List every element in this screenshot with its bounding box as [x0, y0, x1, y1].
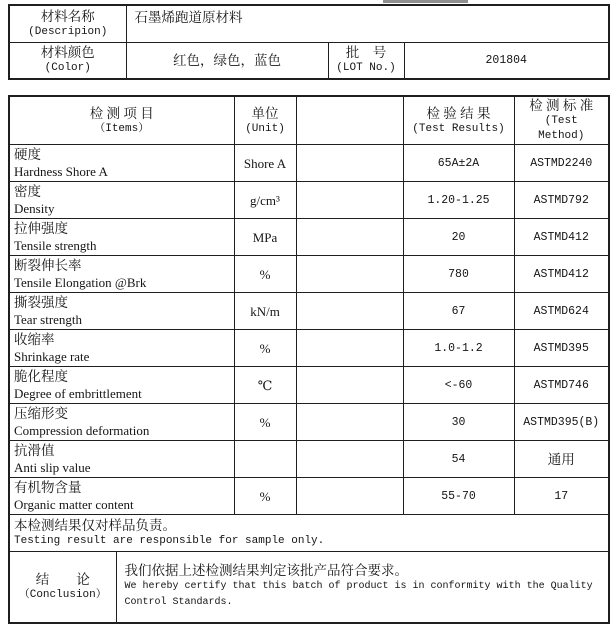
scan-smudge-artifact	[383, 0, 468, 3]
method-header-zh: 检 测 标 准	[529, 98, 594, 113]
item-en: Anti slip value	[14, 460, 91, 475]
lot-value-cell	[404, 42, 609, 79]
item-en: Organic matter content	[14, 497, 134, 512]
disclaimer-row	[9, 515, 609, 552]
conclusion-row	[9, 552, 609, 623]
result-cell: 65A±2A	[403, 145, 514, 182]
spare-cell	[296, 330, 403, 367]
result-cell: 30	[403, 404, 514, 441]
material-name-value: 石墨烯跑道原材料	[134, 10, 243, 25]
spare-cell	[296, 441, 403, 478]
unit-cell: %	[234, 478, 296, 515]
items-header-en: （Items）	[94, 122, 150, 135]
items-header-cell	[9, 96, 234, 145]
item-cell	[9, 367, 234, 404]
test-row-density	[9, 182, 609, 219]
method-cell: ASTMD395	[514, 330, 609, 367]
spare-cell	[296, 293, 403, 330]
result-cell: 1.20-1.25	[403, 182, 514, 219]
method-cell: 通用	[514, 441, 609, 478]
spare-cell	[296, 404, 403, 441]
unit-header-zh: 单位	[251, 105, 279, 121]
item-cell	[9, 145, 234, 182]
item-zh: 撕裂强度	[14, 295, 68, 310]
method-cell: ASTMD412	[514, 219, 609, 256]
conclusion-label-zh: 结 论	[35, 571, 90, 587]
unit-cell: Shore A	[234, 145, 296, 182]
spare-cell	[296, 478, 403, 515]
spare-cell	[296, 145, 403, 182]
item-zh: 拉伸强度	[14, 221, 68, 236]
table-header-row	[9, 96, 609, 145]
unit-cell: ℃	[234, 367, 296, 404]
lot-label-cell	[328, 42, 404, 79]
lot-label-zh: 批 号	[345, 45, 387, 61]
result-cell: 1.0-1.2	[403, 330, 514, 367]
items-header-zh: 检 测 项 目	[89, 105, 154, 121]
spare-header-cell	[296, 96, 403, 145]
unit-cell: g/cm³	[234, 182, 296, 219]
method-cell: ASTMD2240	[514, 145, 609, 182]
unit-cell	[234, 441, 296, 478]
material-color-value-cell	[126, 42, 328, 79]
material-color-label-en: (Color)	[44, 62, 91, 75]
item-zh: 断裂伸长率	[14, 258, 82, 273]
lot-value: 201804	[485, 53, 527, 67]
item-cell	[9, 404, 234, 441]
lot-label-en: (LOT No.)	[336, 62, 396, 75]
result-cell: 55-70	[403, 478, 514, 515]
material-name-label-zh: 材料名称	[40, 8, 95, 24]
item-en: Tear strength	[14, 312, 83, 327]
spare-cell	[296, 219, 403, 256]
material-name-label-en: (Descripion)	[28, 25, 108, 38]
item-zh: 压缩形变	[14, 406, 68, 421]
test-row-anti-slip	[9, 441, 609, 478]
material-name-label-cell	[9, 5, 126, 42]
test-row-hardness	[9, 145, 609, 182]
conclusion-text-en: We hereby certify that this batch of product is in conformity with the Quality Control Standards.	[124, 581, 593, 609]
unit-header-en: (Unit)	[245, 122, 285, 135]
item-en: Shrinkage rate	[14, 349, 90, 364]
item-en: Compression deformation	[14, 423, 150, 438]
results-header-en: (Test Results)	[412, 122, 505, 135]
results-header-zh: 检 验 结 果	[426, 105, 491, 121]
result-cell: 54	[403, 441, 514, 478]
result-cell: 67	[403, 293, 514, 330]
item-en: Hardness Shore A	[14, 164, 108, 179]
result-cell: 20	[403, 219, 514, 256]
disclaimer-en: Testing result are responsible for sample only.	[14, 535, 325, 547]
item-zh: 收缩率	[14, 332, 55, 347]
test-row-tear-strength	[9, 293, 609, 330]
test-row-compression	[9, 404, 609, 441]
method-cell: ASTMD792	[514, 182, 609, 219]
material-name-value-cell	[126, 5, 609, 42]
unit-cell: %	[234, 256, 296, 293]
unit-cell: MPa	[234, 219, 296, 256]
item-en: Tensile strength	[14, 238, 97, 253]
item-zh: 密度	[14, 184, 41, 199]
conclusion-text-cell	[116, 552, 609, 623]
method-cell: ASTMD746	[514, 367, 609, 404]
method-cell: ASTMD624	[514, 293, 609, 330]
conclusion-label-en: （Conclusion）	[18, 588, 107, 601]
material-name-row	[9, 5, 609, 42]
results-header-cell	[403, 96, 514, 145]
unit-cell: %	[234, 404, 296, 441]
test-row-embrittlement	[9, 367, 609, 404]
test-row-elongation	[9, 256, 609, 293]
test-row-tensile-strength	[9, 219, 609, 256]
method-header-en: (Test Method)	[538, 115, 585, 142]
method-header-cell	[514, 96, 609, 145]
item-en: Density	[14, 201, 55, 216]
spare-cell	[296, 367, 403, 404]
test-row-shrinkage	[9, 330, 609, 367]
item-zh: 抗滑值	[14, 443, 55, 458]
result-cell: 780	[403, 256, 514, 293]
item-zh: 脆化程度	[14, 369, 68, 384]
disclaimer-cell	[9, 515, 609, 552]
unit-header-cell	[234, 96, 296, 145]
item-en: Tensile Elongation @Brk	[14, 275, 147, 290]
test-row-organic-content	[9, 478, 609, 515]
item-cell	[9, 330, 234, 367]
method-cell: 17	[514, 478, 609, 515]
disclaimer-zh: 本检测结果仅对样品负责。	[14, 518, 176, 533]
item-cell	[9, 478, 234, 515]
material-color-label-zh: 材料颜色	[40, 45, 95, 61]
unit-cell: %	[234, 330, 296, 367]
material-color-row	[9, 42, 609, 79]
spare-cell	[296, 256, 403, 293]
method-cell: ASTMD412	[514, 256, 609, 293]
conclusion-text-zh: 我们依据上述检测结果判定该批产品符合要求。	[124, 563, 408, 579]
item-cell	[9, 256, 234, 293]
item-zh: 硬度	[14, 147, 41, 162]
result-cell: <-60	[403, 367, 514, 404]
test-results-table	[8, 95, 610, 624]
material-color-value: 红色，绿色，蓝色	[173, 52, 281, 68]
item-cell	[9, 293, 234, 330]
conclusion-label-cell	[9, 552, 116, 623]
spare-cell	[296, 182, 403, 219]
material-info-table	[8, 4, 610, 80]
item-cell	[9, 182, 234, 219]
item-zh: 有机物含量	[14, 480, 82, 495]
unit-cell: kN/m	[234, 293, 296, 330]
item-en: Degree of embrittlement	[14, 386, 142, 401]
item-cell	[9, 441, 234, 478]
method-cell: ASTMD395(B)	[514, 404, 609, 441]
material-color-label-cell	[9, 42, 126, 79]
item-cell	[9, 219, 234, 256]
